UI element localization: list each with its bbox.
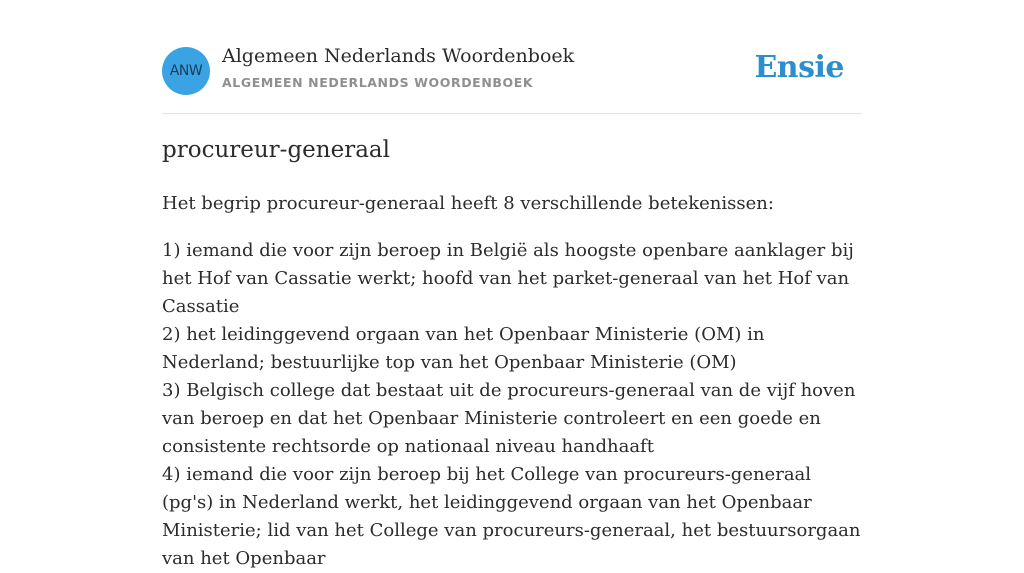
- meanings-list: [162, 237, 862, 573]
- entry-intro: Het begrip procureur-generaal heeft 8 verschillende betekenissen:: [162, 193, 774, 214]
- meaning-item: 3) Belgisch college dat bestaat uit de procureurs-generaal van de vijf hoven van beroep en dat het Openbaar Ministerie controleert en een goede en consistente rechtsorde op nationaal niveau handhaaft: [162, 380, 856, 457]
- meaning-item: 4) iemand die voor zijn beroep bij het College van procureurs-generaal (pg's) in Nederland werkt, het leidinggevend orgaan van het Openbaar Ministerie; lid van het College van procureurs-generaal, het bestuursorgaan van het Openbaar: [162, 464, 861, 569]
- ensie-logo[interactable]: Ensie: [754, 50, 844, 85]
- content-container: [162, 0, 862, 569]
- dictionary-title[interactable]: Algemeen Nederlands Woordenboek: [222, 45, 575, 67]
- anw-logo[interactable]: ANW: [162, 47, 210, 95]
- header: [162, 0, 862, 114]
- dictionary-subtitle: ALGEMEEN NEDERLANDS WOORDENBOEK: [222, 75, 534, 90]
- entry-title: procureur-generaal: [162, 137, 390, 163]
- meaning-item: 1) iemand die voor zijn beroep in België als hoogste openbare aanklager bij het Hof van Cassatie werkt; hoofd van het parket-generaal van het Hof van Cassatie: [162, 240, 854, 317]
- meaning-item: 2) het leidinggevend orgaan van het Openbaar Ministerie (OM) in Nederland; bestuurlijke top van het Openbaar Ministerie (OM): [162, 324, 765, 373]
